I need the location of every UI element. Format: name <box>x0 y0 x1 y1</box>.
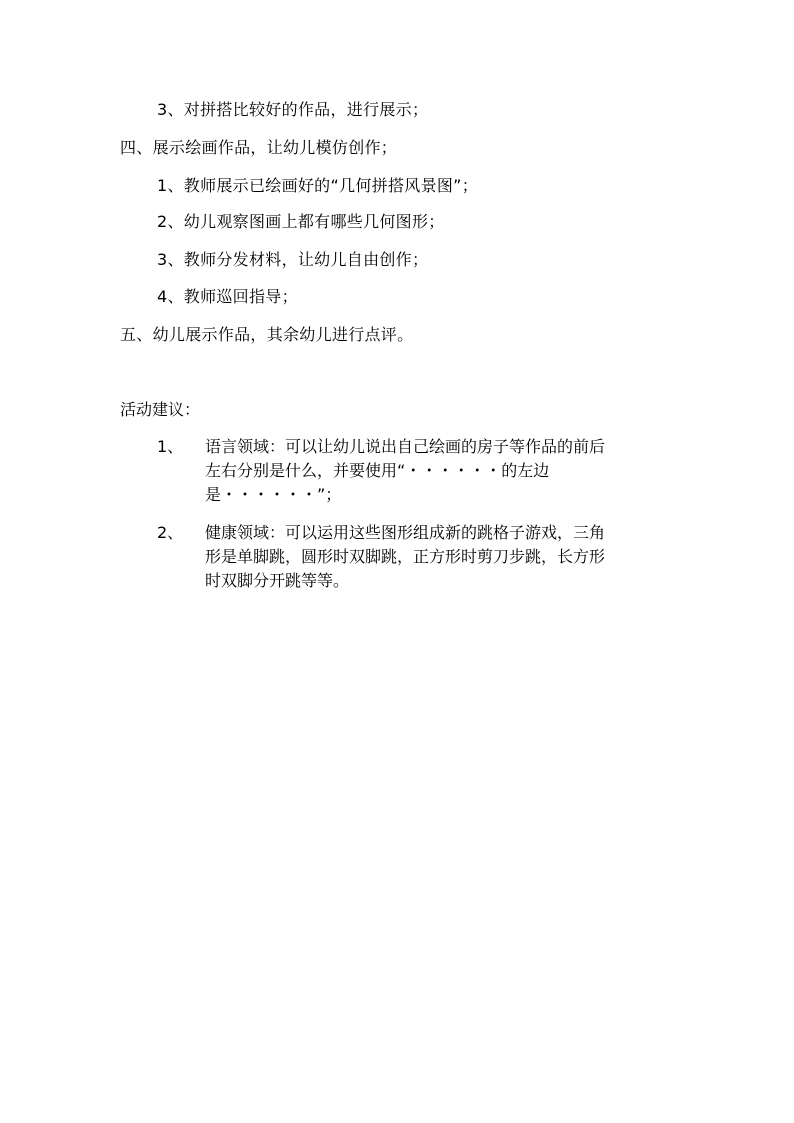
suggestion-2-line-2: 形是单脚跳，圆形时双脚跳，正方形时剪刀步跳，长方形 <box>205 547 606 566</box>
step-4-1: 1、教师展示已绘画好的“几何拼搭风景图”； <box>157 176 479 195</box>
suggestion-1-text <box>205 435 675 507</box>
suggestion-1-number: 1、 <box>157 437 184 456</box>
suggestion-2-line-3: 时双脚分开跳等等。 <box>205 571 350 590</box>
section-5-heading: 五、幼儿展示作品，其余幼儿进行点评。 <box>120 325 414 344</box>
step-4-2: 2、幼儿观察图画上都有哪些几何图形； <box>157 212 445 231</box>
suggestion-2-number: 2、 <box>157 523 184 542</box>
step-4-4: 4、教师巡回指导； <box>157 287 298 306</box>
suggestion-1-line-3: 是・・・・・・”； <box>205 485 342 504</box>
suggestion-2-line-1: 健康领域：可以运用这些图形组成新的跳格子游戏，三角 <box>205 523 606 542</box>
suggestion-1-line-2: 左右分别是什么，并要使用“・・・・・・的左边 <box>205 461 550 480</box>
suggestions-title: 活动建议： <box>120 400 201 419</box>
step-3-display-works: 3、对拼搭比较好的作品，进行展示； <box>157 100 429 119</box>
section-4-heading: 四、展示绘画作品，让幼儿模仿创作； <box>120 138 398 157</box>
suggestion-2-text <box>205 521 675 593</box>
suggestion-1-line-1: 语言领域：可以让幼儿说出自己绘画的房子等作品的前后 <box>205 437 606 456</box>
step-4-3: 3、教师分发材料，让幼儿自由创作； <box>157 250 429 269</box>
